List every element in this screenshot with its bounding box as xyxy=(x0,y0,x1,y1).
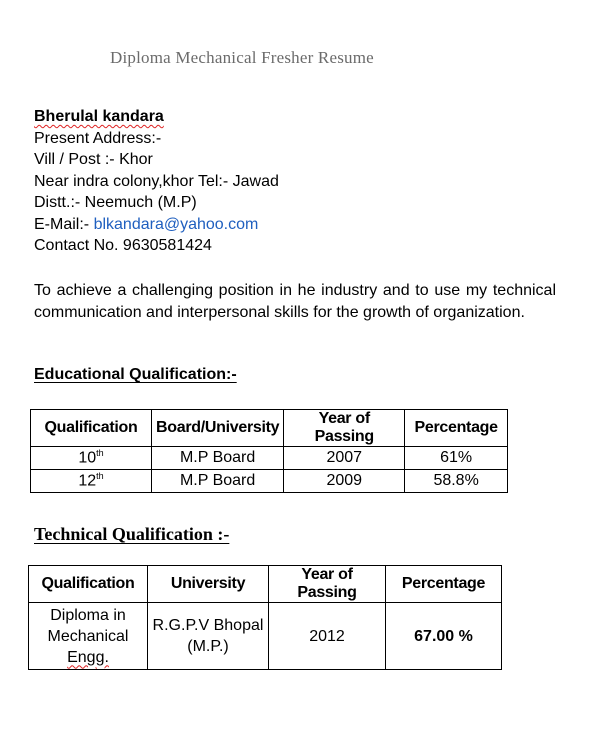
table-row xyxy=(31,470,508,493)
percentage-cell: 58.8% xyxy=(405,470,508,493)
career-objective: To achieve a challenging position in he industry and to use my technical communication and interpersonal skills for the growth of organization. xyxy=(34,282,556,321)
contact-block xyxy=(34,106,279,257)
technical-qualification-table xyxy=(28,565,502,670)
qualification-cell: 10th xyxy=(31,447,152,470)
address-vill-post: Vill / Post :- Khor xyxy=(34,151,153,168)
column-header: University xyxy=(148,566,269,603)
percentage-cell: 67.00 % xyxy=(386,603,502,670)
technical-qualification-heading: Technical Qualification :- xyxy=(34,524,230,544)
year-cell: 2007 xyxy=(284,447,405,470)
document-title: Diploma Mechanical Fresher Resume xyxy=(110,48,374,67)
board-cell: M.P Board xyxy=(152,470,284,493)
percentage-cell: 61% xyxy=(405,447,508,470)
column-header: Qualification xyxy=(29,566,148,603)
year-cell: 2009 xyxy=(284,470,405,493)
candidate-name: Bherulal kandara xyxy=(34,108,164,125)
table-row xyxy=(31,447,508,470)
qualification-cell: 12th xyxy=(31,470,152,493)
column-header: Year of Passing xyxy=(269,566,386,603)
present-address-label: Present Address:- xyxy=(34,129,162,147)
column-header: Percentage xyxy=(386,566,502,603)
column-header: Year of Passing xyxy=(284,410,405,447)
email-link[interactable]: blkandara@yahoo.com xyxy=(93,215,259,233)
table-header-row xyxy=(31,410,508,447)
board-cell: M.P Board xyxy=(152,447,284,470)
column-header: Board/University xyxy=(152,410,284,447)
university-cell: R.G.P.V Bhopal (M.P.) xyxy=(148,603,269,670)
column-header: Percentage xyxy=(405,410,508,447)
address-near-line: Near indra colony,khor Tel:- Jawad xyxy=(34,172,279,190)
year-cell: 2012 xyxy=(269,603,386,670)
educational-qualification-table xyxy=(30,409,508,493)
table-header-row xyxy=(29,566,502,603)
column-header: Qualification xyxy=(31,410,152,447)
email-line xyxy=(34,214,279,236)
qualification-cell: Diploma in Mechanical Engg. xyxy=(29,603,148,670)
educational-qualification-heading: Educational Qualification:- xyxy=(34,366,237,383)
address-district: Distt.:- Neemuch (M.P) xyxy=(34,194,197,211)
email-label: E-Mail:- xyxy=(34,215,94,233)
contact-number: Contact No. 9630581424 xyxy=(34,237,212,254)
table-row xyxy=(29,603,502,670)
